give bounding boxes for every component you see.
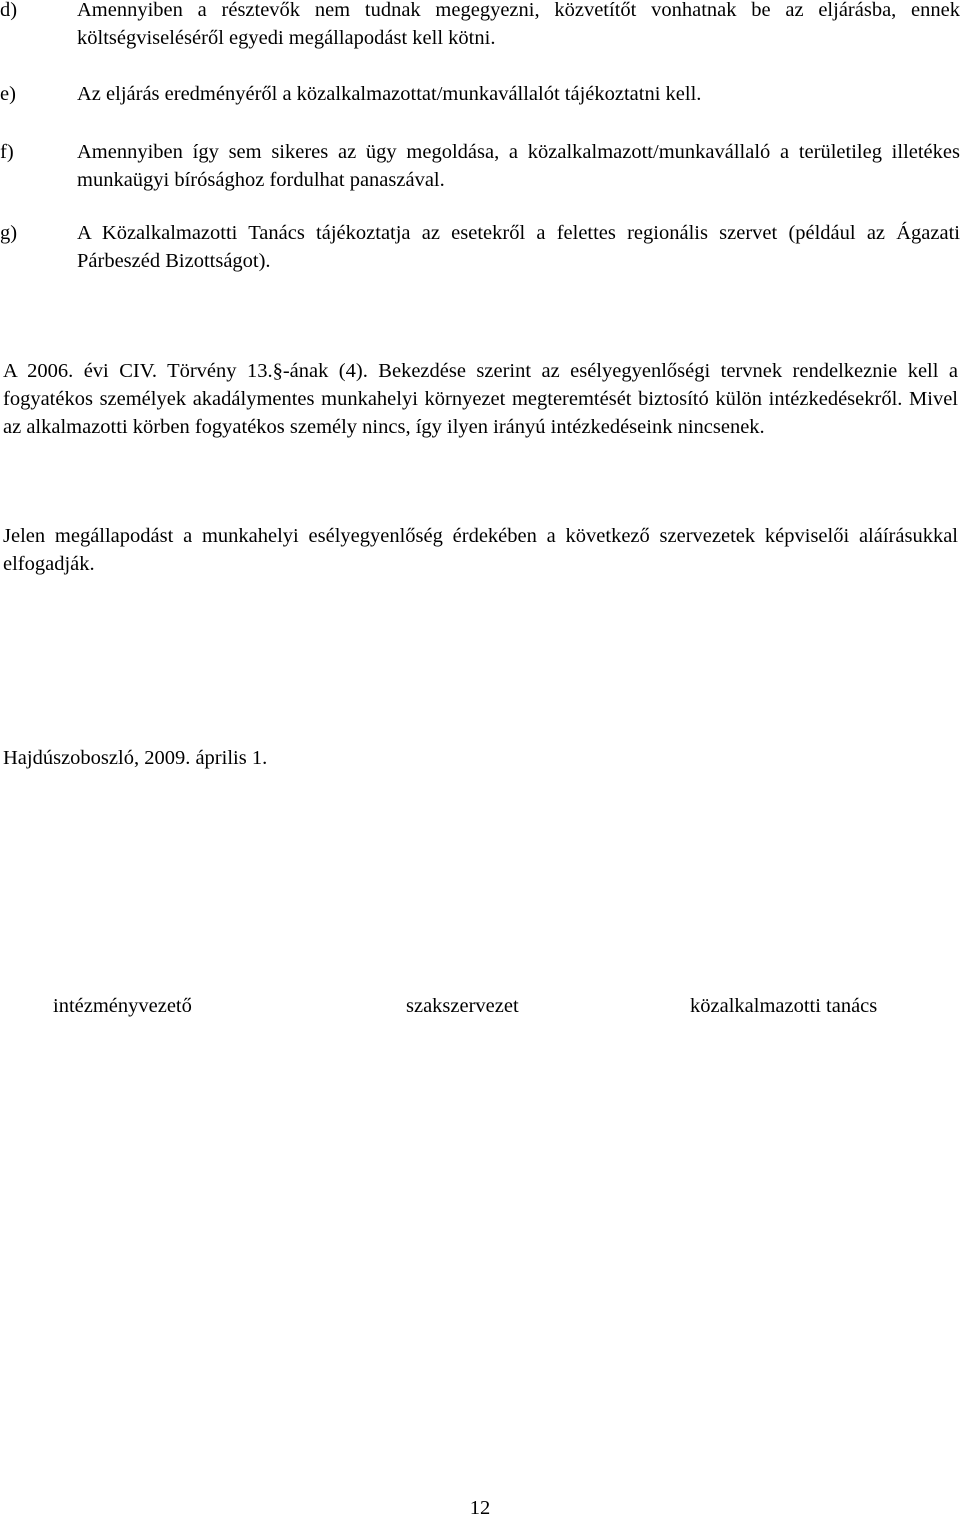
signature-institution-head: intézményvezető bbox=[53, 995, 192, 1017]
list-item-text: Amennyiben így sem sikeres az ügy megoldása, a közalkalmazott/munkavállaló a területileg illetékes munkaügyi bírósághoz fordulhat panaszával. bbox=[77, 141, 960, 191]
list-item-g bbox=[0, 219, 960, 275]
signature-trade-union: szakszervezet bbox=[406, 995, 519, 1017]
list-item-text: Amennyiben a résztevők nem tudnak megegyezni, közvetítőt vonhatnak be az eljárásba, ennek költségviseléséről egyedi megállapodást kell kötni. bbox=[77, 0, 960, 49]
signature-employee-council: közalkalmazotti tanács bbox=[690, 995, 878, 1017]
law-reference-paragraph: A 2006. évi CIV. Törvény 13.§-ának (4). Bekezdése szerint az esélyegyenlőségi tervnek rendelkeznie kell a fogyatékos személyek akadálymentes munkahelyi környezet megteremtését biztosító külön intézkedésekről. Mivel az alkalmazotti körben fogyatékos személy nincs, így ilyen irányú intézkedéseink nincsenek. bbox=[3, 360, 958, 438]
place-date: Hajdúszoboszló, 2009. április 1. bbox=[3, 747, 268, 769]
agreement-paragraph: Jelen megállapodást a munkahelyi esélyegyenlőség érdekében a következő szervezetek képviselői aláírásukkal elfogadják. bbox=[3, 525, 958, 575]
list-item-text: Az eljárás eredményéről a közalkalmazottat/munkavállalót tájékoztatni kell. bbox=[77, 83, 702, 105]
list-marker: e) bbox=[0, 83, 16, 105]
list-marker: f) bbox=[0, 141, 14, 163]
list-item-e bbox=[0, 80, 960, 108]
list-item-text: A Közalkalmazotti Tanács tájékoztatja az esetekről a felettes regionális szervet (például az Ágazati Párbeszéd Bizottságot). bbox=[77, 222, 960, 272]
list-item-f bbox=[0, 138, 960, 194]
list-item-d bbox=[0, 0, 960, 52]
page-number: 12 bbox=[469, 1497, 491, 1519]
list-marker: d) bbox=[0, 0, 18, 21]
list-marker: g) bbox=[0, 222, 18, 244]
